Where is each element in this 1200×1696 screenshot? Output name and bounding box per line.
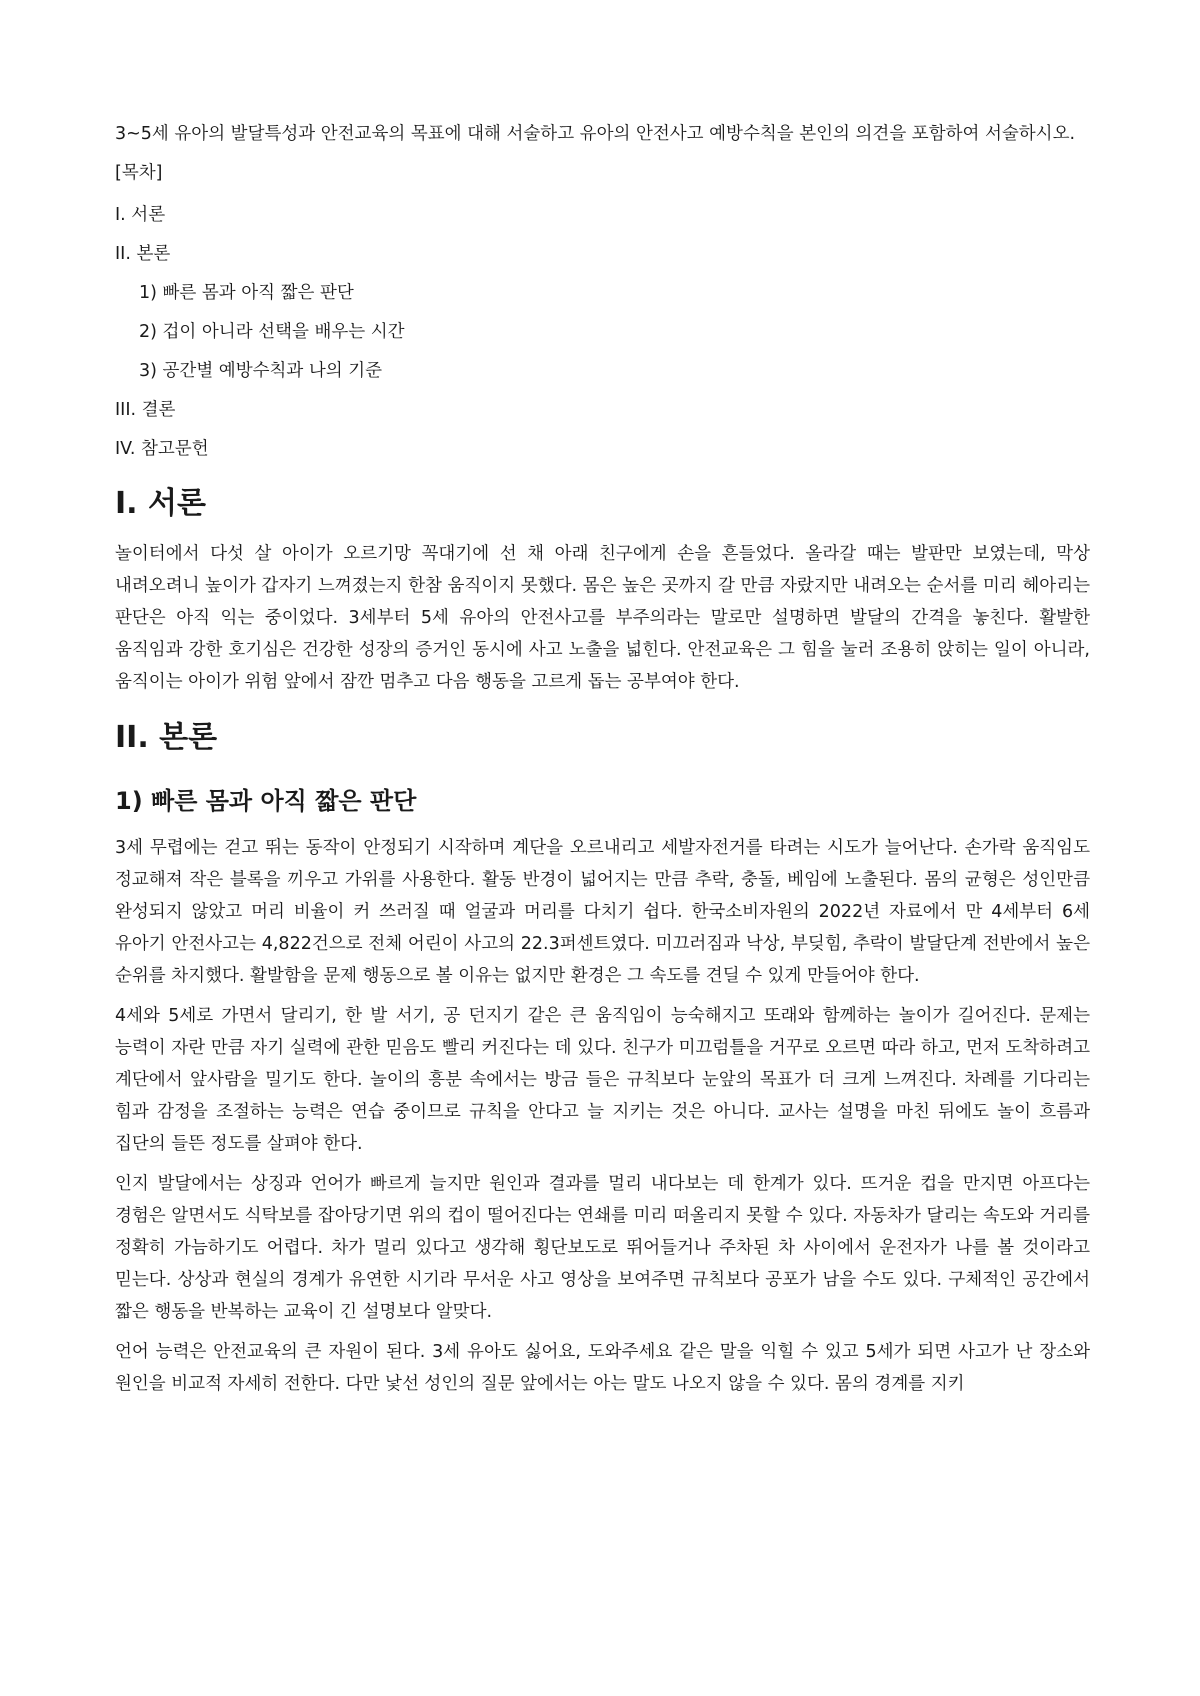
toc-item-body-3: 3) 공간별 예방수칙과 나의 기준 [139,361,383,381]
subsection-1-paragraph-4: 언어 능력은 안전교육의 큰 자원이 된다. 3세 유아도 싫어요, 도와주세요 같은 말을 익힐 수 있고 5세가 되면 사고가 난 장소와 원인을 비교적 자세히 전한다. 다만 낯선 성인의 질문 앞에서는 아는 말도 나오지 않을 수 있다. 몸의 경계를 지키 [115,1342,1090,1394]
table-of-contents [115,158,1090,464]
intro-paragraph: 놀이터에서 다섯 살 아이가 오르기망 꼭대기에 선 채 아래 친구에게 손을 흔들었다. 올라갈 때는 발판만 보였는데, 막상 내려오려니 높이가 갑자기 느껴졌는지 한참 움직이지 못했다. 몸은 높은 곳까지 갈 만큼 자랐지만 내려오는 순서를 미리 헤아리는 판단은 아직 익는 중이었다. 3세부터 5세 유아의 안전사고를 부주의라는 말로만 설명하면 발달의 간격을 놓친다. 활발한 움직임과 강한 호기심은 건강한 성장의 증거인 동시에 사고 노출을 넓힌다. 안전교육은 그 힘을 눌러 조용히 앉히는 일이 아니라, 움직이는 아이가 위험 앞에서 잠깐 멈추고 다음 행동을 고르게 돕는 공부여야 한다. [115,544,1090,692]
subsection-1-heading: 1) 빠른 몸과 아직 짧은 판단 [115,787,417,815]
subsection-1-paragraph-2: 4세와 5세로 가면서 달리기, 한 발 서기, 공 던지기 같은 큰 움직임이 능숙해지고 또래와 함께하는 놀이가 길어진다. 문제는 능력이 자란 만큼 자기 실력에 관한 믿음도 빨리 커진다는 데 있다. 친구가 미끄럼틀을 거꾸로 오르면 따라 하고, 먼저 도착하려고 계단에서 앞사람을 밀기도 한다. 놀이의 흥분 속에서는 방금 들은 규칙보다 눈앞의 목표가 더 크게 느껴진다. 차례를 기다리는 힘과 감정을 조절하는 능력은 연습 중이므로 규칙을 안다고 늘 지키는 것은 아니다. 교사는 설명을 마친 뒤에도 놀이 흐름과 집단의 들뜬 정도를 살펴야 한다. [115,1006,1090,1154]
body-heading: II. 본론 [115,720,218,755]
toc-item-references: IV. 참고문헌 [115,439,209,459]
toc-item-conclusion: III. 결론 [115,400,176,420]
toc-title: [목차] [115,163,163,183]
intro-heading: I. 서론 [115,486,206,521]
toc-item-body-1: 1) 빠른 몸과 아직 짧은 판단 [139,283,354,303]
toc-item-intro: I. 서론 [115,205,166,225]
toc-item-body-2: 2) 겁이 아니라 선택을 배우는 시간 [139,322,405,342]
assignment-question: 3~5세 유아의 발달특성과 안전교육의 목표에 대해 서술하고 유아의 안전사고 예방수칙을 본인의 의견을 포함하여 서술하시오. [115,124,1076,144]
toc-item-body: II. 본론 [115,244,171,264]
subsection-1-paragraph-3: 인지 발달에서는 상징과 언어가 빠르게 늘지만 원인과 결과를 멀리 내다보는 데 한계가 있다. 뜨거운 컵을 만지면 아프다는 경험은 알면서도 식탁보를 잡아당기면 위의 컵이 떨어진다는 연쇄를 미리 떠올리지 못할 수 있다. 자동차가 달리는 속도와 거리를 정확히 가늠하기도 어렵다. 차가 멀리 있다고 생각해 횡단보도로 뛰어들거나 주차된 차 사이에서 운전자가 나를 볼 것이라고 믿는다. 상상과 현실의 경계가 유연한 시기라 무서운 사고 영상을 보여주면 규칙보다 공포가 남을 수도 있다. 구체적인 공간에서 짧은 행동을 반복하는 교육이 긴 설명보다 알맞다. [115,1174,1090,1322]
document-page [115,118,1090,1408]
subsection-1-paragraph-1: 3세 무렵에는 걷고 뛰는 동작이 안정되기 시작하며 계단을 오르내리고 세발자전거를 타려는 시도가 늘어난다. 손가락 움직임도 정교해져 작은 블록을 끼우고 가위를 사용한다. 활동 반경이 넓어지는 만큼 추락, 충돌, 베임에 노출된다. 몸의 균형은 성인만큼 완성되지 않았고 머리 비율이 커 쓰러질 때 얼굴과 머리를 다치기 쉽다. 한국소비자원의 2022년 자료에서 만 4세부터 6세 유아기 안전사고는 4,822건으로 전체 어린이 사고의 22.3퍼센트였다. 미끄러짐과 낙상, 부딪힘, 추락이 발달단계 전반에서 높은 순위를 차지했다. 활발함을 문제 행동으로 볼 이유는 없지만 환경은 그 속도를 견딜 수 있게 만들어야 한다. [115,838,1090,986]
